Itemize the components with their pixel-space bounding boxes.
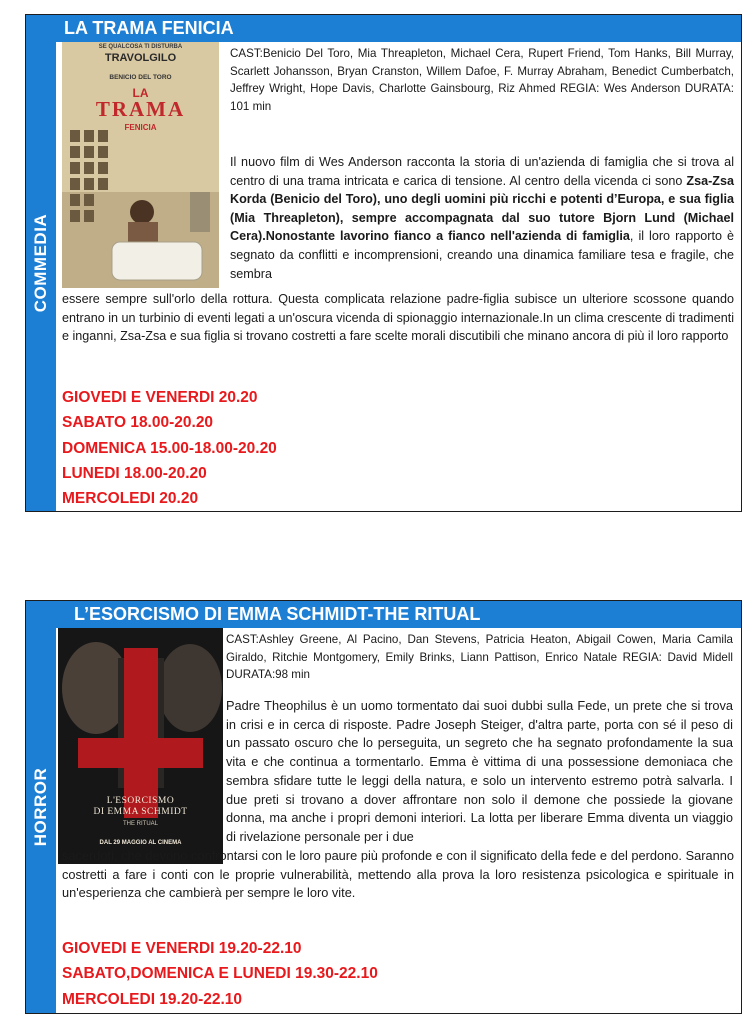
schedule-line: DOMENICA 15.00-18.00-20.20	[62, 439, 277, 457]
genre-sidebar	[26, 15, 56, 511]
regia-label: REGIA:	[560, 82, 600, 96]
cast-prefix: CAST:	[226, 633, 259, 646]
film-card	[25, 600, 742, 1014]
schedule-line: SABATO 18.00-20.20	[62, 414, 214, 432]
film-poster	[58, 628, 223, 864]
cast-text: Ashley Greene, Al Pacino, Dan Stevens, Patricia Heaton, Abigail Cowen, Maria Camila Giraldo, Ritchie Montgomery, Emily Brinks, Liann Pattison, Enrico Natale	[226, 633, 733, 664]
poster-tagline: SE QUALCOSA TI DISTURBA	[98, 44, 183, 50]
poster-title-line1: L'ESORCISMO	[106, 796, 175, 806]
film-title-bar	[56, 601, 741, 628]
schedule-line: MERCOLEDI 19.20-22.10	[62, 990, 243, 1008]
genre-label: HORROR	[31, 767, 50, 847]
desc-full: essere sempre sull'orlo della rottura. Questa complicata relazione padre-figlia subisce un ulteriore scossone quando entrano in un turbinio di eventi legati a un'oscura vicenda di spionaggio internazionale.In un clima crescente di tradimenti e inganni, Zsa-Zsa e sua figlia si trovano costretti a fare scelte morali discutibili che minano ancora di più il loro rapporto	[62, 292, 734, 344]
film-title-bar	[56, 15, 741, 42]
film-title: LA TRAMA FENICIA	[64, 18, 234, 38]
film-card	[25, 14, 742, 512]
schedule-line: GIOVEDI E VENERDI 19.20-22.10	[62, 940, 302, 957]
durata-label: DURATA:	[684, 82, 734, 96]
schedule-line: LUNEDI 18.00-20.20	[62, 464, 207, 482]
genre-sidebar	[26, 601, 56, 1013]
cast-prefix: CAST:	[230, 47, 263, 60]
genre-label: COMMEDIA	[31, 213, 50, 313]
cast-text: Benicio Del Toro, Mia Threapleton, Michael Cera, Rupert Friend, Tom Hanks, Bill Murray, Scarlett Johansson, Bryan Cranston, Willem Dafoe, F. Murray Abraham, Benedict Cumberbatch, Jeffrey Wright, Hope Davis, Charlotte Gainsbourg, Riz Ahmed	[230, 47, 734, 96]
film-description-bottom	[62, 290, 734, 346]
poster-subtitle: THE RITUAL	[122, 821, 158, 827]
desc-full: sacerdoti, che devono confrontarsi con le loro paure più profonde e con il significato della fede e del perdono. Saranno costretti a fare i conti con le proprie vulnerabilità, mettendo alla prova la loro resistenza psicologica e spirituale in un'esperienza che cambierà per sempre le loro vite.	[62, 848, 734, 901]
poster-title-la: LA	[132, 86, 149, 100]
schedule-list	[62, 385, 277, 511]
regia-value: Wes Anderson	[599, 82, 685, 96]
desc-part-a: Padre Theophilus è un uomo tormentato dai suoi dubbi sulla Fede, un prete che si trova in crisi e in cerca di risposte. Padre Joseph Steiger, d'altra parte, porta con sé il peso di un passato oscuro che lo perseguita, un segreto che ha segnato profondamente la sua vita e che continua a tormentarlo. Emma è vittima di una possessione demoniaca che sembra sfidare tutte le leggi della natura, e solo un intervento estremo potrà salvarla. I due preti si trovano a dover affrontare non solo il demone che possiede la giovane donna, ma anche i propri demoni interiori. La lotta per liberare Emma diventa un viaggio di rivelazione personale per i due	[226, 698, 733, 844]
film-poster	[62, 42, 219, 288]
poster-art	[58, 628, 223, 864]
desc-part-a: Il nuovo film di Wes Anderson racconta la storia di un'azienda di famiglia che si trova al centro di una trama intricata e carica di tensione. Al centro della vicenda ci sono	[230, 155, 734, 188]
durata-value: 98 min	[275, 668, 310, 682]
film-title: L’ESORCISMO DI EMMA SCHMIDT-THE RITUAL	[74, 604, 481, 624]
poster-date: DAL 29 MAGGIO AL CINEMA	[99, 840, 182, 846]
film-description-bottom	[62, 847, 734, 903]
film-info	[230, 45, 734, 115]
regia-value: David Midell	[661, 650, 733, 664]
film-info	[226, 631, 733, 684]
film-description-top	[230, 153, 734, 283]
schedule-list	[62, 936, 378, 1012]
poster-title-fenicia: FENICIA	[124, 123, 157, 132]
poster-title-trama: TRAMA	[95, 97, 186, 121]
poster-actor: BENICIO DEL TORO	[109, 74, 172, 81]
poster-title-line2: DI EMMA SCHMIDT	[93, 807, 188, 817]
desc-part-c: , il loro rapporto è segnato da conflitti e incomprensioni, creando una dinamica familiare tesa e fragile, che sembra	[230, 229, 734, 281]
durata-value: 101 min	[230, 99, 272, 113]
schedule-line: MERCOLEDI 20.20	[62, 490, 199, 508]
poster-quote: TRAVOLGILO	[104, 52, 177, 64]
film-description-top	[226, 697, 733, 847]
durata-label: DURATA:	[226, 668, 276, 682]
desc-part-b: Zsa-Zsa Korda (Benicio del Toro), uno degli uomini più ricchi e potenti d’Europa, e sua figlia (Mia Threapleton), sempre accompagnata dal suo tutore Bjorn Lund (Michael Cera).Nonostante lavorino fianco a fianco nell'azienda di famiglia	[230, 173, 734, 244]
schedule-line: GIOVEDI E VENERDI 20.20	[62, 389, 258, 406]
schedule-line: SABATO,DOMENICA E LUNEDI 19.30-22.10	[62, 965, 378, 983]
regia-label: REGIA:	[622, 650, 662, 664]
